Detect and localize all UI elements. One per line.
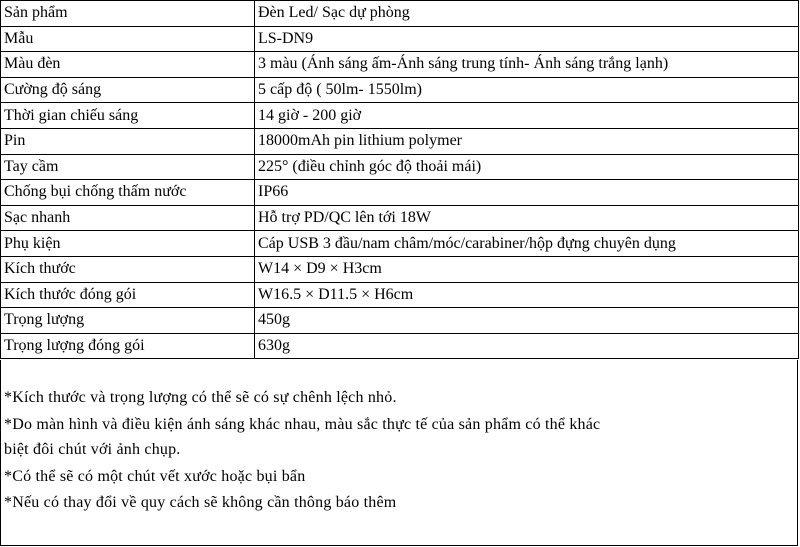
table-row <box>1 205 799 231</box>
table-row <box>1 256 799 282</box>
table-row <box>1 77 799 103</box>
spec-value: 14 giờ - 200 giờ <box>255 103 799 129</box>
spec-label: Pin <box>1 128 255 154</box>
spec-value: 3 màu (Ánh sáng ấm-Ánh sáng trung tính- Ánh sáng trắng lạnh) <box>255 52 799 78</box>
table-row <box>1 1 799 27</box>
spec-value: 450g <box>255 308 799 334</box>
note-spec-changes: *Nếu có thay đổi về quy cách sẽ không cần thông báo thêm <box>4 494 397 511</box>
spec-label: Tay cầm <box>1 154 255 180</box>
table-row <box>1 154 799 180</box>
spec-value: W16.5 × D11.5 × H6cm <box>255 282 799 308</box>
spec-label: Thời gian chiếu sáng <box>1 103 255 129</box>
spec-value: 5 cấp độ ( 50lm- 1550lm) <box>255 77 799 103</box>
spec-value: 630g <box>255 333 799 359</box>
note-color-difference: *Do màn hình và điều kiện ánh sáng khác nhau, màu sắc thực tế của sản phẩm có thể khác <box>4 415 601 433</box>
spec-label: Sạc nhanh <box>1 205 255 231</box>
table-row <box>1 231 799 257</box>
spec-value: 18000mAh pin lithium polymer <box>255 128 799 154</box>
spec-label: Trọng lượng đóng gói <box>1 333 255 359</box>
table-row <box>1 52 799 78</box>
spec-value: LS-DN9 <box>255 26 799 52</box>
spec-value: Hỗ trợ PD/QC lên tới 18W <box>255 205 799 231</box>
spec-label: Chống bụi chống thấm nước <box>1 180 255 206</box>
spec-label: Mẫu <box>1 26 255 52</box>
spec-label: Phụ kiện <box>1 231 255 257</box>
spec-label: Kích thước đóng gói <box>1 282 255 308</box>
table-row <box>1 128 799 154</box>
note-size-weight: *Kích thước và trọng lượng có thể sẽ có sự chênh lệch nhỏ. <box>4 389 397 406</box>
spec-value: IP66 <box>255 180 799 206</box>
spec-value: Đèn Led/ Sạc dự phòng <box>255 1 799 27</box>
spec-value: 225° (điều chỉnh góc độ thoải mái) <box>255 154 799 180</box>
note-color-difference-continued: biệt đôi chút với ảnh chụp. <box>4 441 181 458</box>
notes-box <box>0 360 798 546</box>
spec-label: Màu đèn <box>1 52 255 78</box>
spec-label: Sản phẩm <box>1 1 255 27</box>
spec-value: Cáp USB 3 đầu/nam châm/móc/carabiner/hộp đựng chuyên dụng <box>255 231 799 257</box>
spec-table-body <box>1 1 799 359</box>
table-row <box>1 26 799 52</box>
table-row <box>1 282 799 308</box>
note-scratches: *Có thể sẽ có một chút vết xước hoặc bụi bẩn <box>4 467 306 485</box>
table-row <box>1 103 799 129</box>
spec-value: W14 × D9 × H3cm <box>255 256 799 282</box>
table-row <box>1 333 799 359</box>
table-row <box>1 308 799 334</box>
table-row <box>1 180 799 206</box>
spec-label: Cường độ sáng <box>1 77 255 103</box>
spec-label: Trọng lượng <box>1 308 255 334</box>
spec-label: Kích thước <box>1 256 255 282</box>
